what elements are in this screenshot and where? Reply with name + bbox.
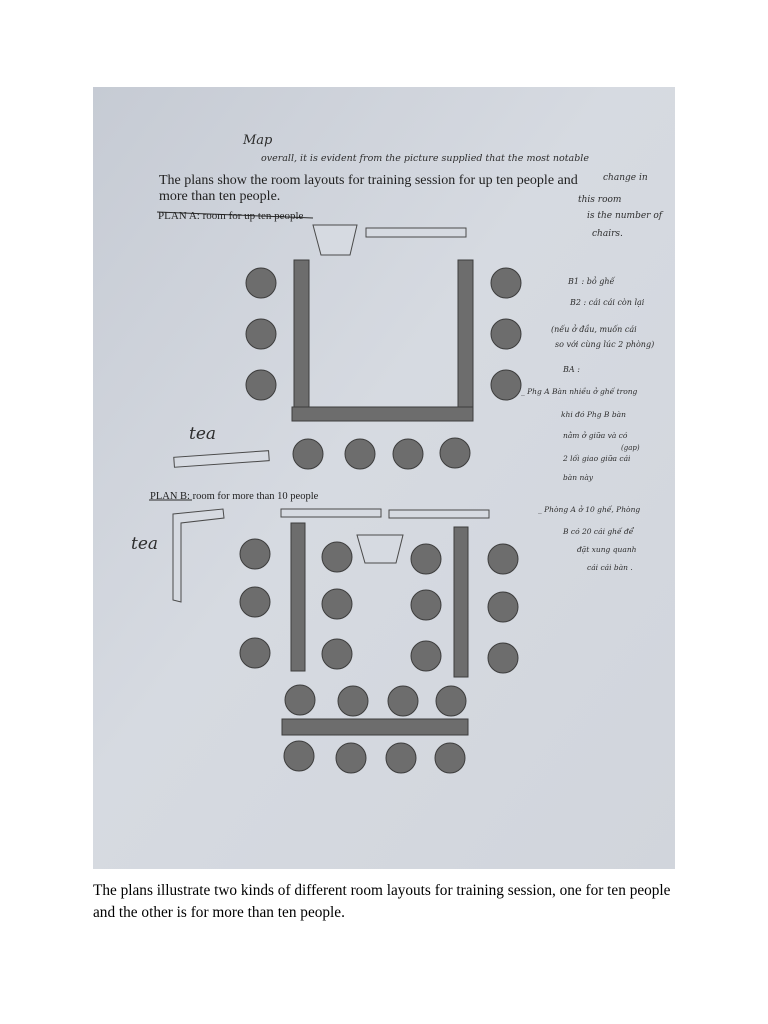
handwriting-m-4: cái cái bàn . <box>587 563 633 572</box>
plan-a-chair <box>393 439 423 469</box>
plan-b-chair <box>411 544 441 574</box>
handwriting-tea-a: tea <box>189 424 217 444</box>
plan-b-right-table <box>454 527 468 677</box>
plan-b-left-table <box>291 523 305 671</box>
plan-a-prefix: PLAN A: <box>158 210 200 222</box>
plan-b-chair <box>411 590 441 620</box>
plan-a-side-table <box>366 228 466 237</box>
plan-b-chair <box>411 641 441 671</box>
plan-a-right-table <box>458 260 473 408</box>
plan-b-chair <box>338 686 368 716</box>
handwriting-note-5: 2 lối giao giữa cái <box>563 454 631 463</box>
intro-line-1: The plans show the room layouts for training session for up ten people and <box>159 173 578 188</box>
handwriting-b2: B2 : cái cái còn lại <box>570 298 645 307</box>
handwriting-ba: BA : <box>563 365 580 374</box>
plan-b-prefix: PLAN B: <box>150 491 190 502</box>
photo-of-worksheet <box>93 87 675 869</box>
handwriting-note-1: _ Phg A Bàn nhiều ở ghế trong <box>521 387 638 396</box>
plan-b-chair <box>435 743 465 773</box>
plan-a-chair <box>246 370 276 400</box>
plan-b-top-table-left <box>281 509 381 517</box>
plan-b-chair <box>386 743 416 773</box>
plan-b-chair <box>322 542 352 572</box>
handwriting-change-4: chairs. <box>592 229 623 239</box>
handwriting-map: Map <box>243 133 273 148</box>
handwriting-change-1: change in <box>603 173 648 183</box>
plan-b-bottom-table <box>282 719 468 735</box>
plan-a-bottom-table <box>292 407 473 421</box>
handwriting-tea-b: tea <box>131 534 159 554</box>
plan-a-chair <box>491 268 521 298</box>
plan-b-chair <box>322 589 352 619</box>
plan-b-label: room for more than 10 people <box>189 491 319 502</box>
handwriting-note-4: (gap) <box>621 444 640 452</box>
plan-b-chair <box>488 643 518 673</box>
handwriting-note-6: bàn này <box>563 473 594 482</box>
plan-a-label: room for up ten people <box>199 210 304 222</box>
handwriting-m-1: _ Phòng A ở 10 ghế, Phòng <box>538 505 641 514</box>
plan-b-chair <box>388 686 418 716</box>
plan-b-chair <box>240 539 270 569</box>
plan-b-chair <box>322 639 352 669</box>
plan-a-chair <box>345 439 375 469</box>
plan-b-chair <box>240 587 270 617</box>
plan-a-chair <box>293 439 323 469</box>
handwriting-paren-1: (nếu ở đầu, muốn cái <box>551 325 637 334</box>
handwriting-note-3: nằm ở giữa và có <box>563 431 628 440</box>
handwriting-change-3: is the number of <box>587 211 663 221</box>
plan-a-left-table <box>294 260 309 408</box>
plan-a-chair <box>246 268 276 298</box>
plan-a-lectern <box>313 225 357 255</box>
caption-paragraph: The plans illustrate two kinds of different room layouts for training session, one for ten people and the other is for more than ten people. <box>93 882 671 921</box>
plan-b-chair <box>240 638 270 668</box>
handwriting-overall: overall, it is evident from the picture supplied that the most notable <box>261 153 589 164</box>
plan-b-chair <box>488 592 518 622</box>
plan-b-chair <box>336 743 366 773</box>
plan-a-chair <box>246 319 276 349</box>
handwriting-paren-2: so với cùng lúc 2 phòng) <box>555 340 655 349</box>
plan-a-chair <box>491 370 521 400</box>
plan-b-lectern <box>357 535 403 563</box>
handwriting-b1: B1 : bỏ ghế <box>568 277 615 286</box>
intro-line-2: more than ten people. <box>159 189 281 204</box>
plan-b-chair <box>284 741 314 771</box>
plan-a-chair <box>491 319 521 349</box>
handwriting-change-2: this room <box>578 195 622 205</box>
plan-a-heading <box>158 210 303 222</box>
handwriting-m-2: B có 20 cái ghế để <box>563 527 634 536</box>
handwriting-note-2: khi đó Phg B bàn <box>561 410 626 419</box>
handwriting-m-3: đặt xung quanh <box>577 545 637 554</box>
plan-a-chair <box>440 438 470 468</box>
plan-b-top-table-right <box>389 510 489 518</box>
plan-b-chair <box>436 686 466 716</box>
plan-b-heading <box>150 491 318 502</box>
plan-b-chair <box>488 544 518 574</box>
plan-b-chair <box>285 685 315 715</box>
